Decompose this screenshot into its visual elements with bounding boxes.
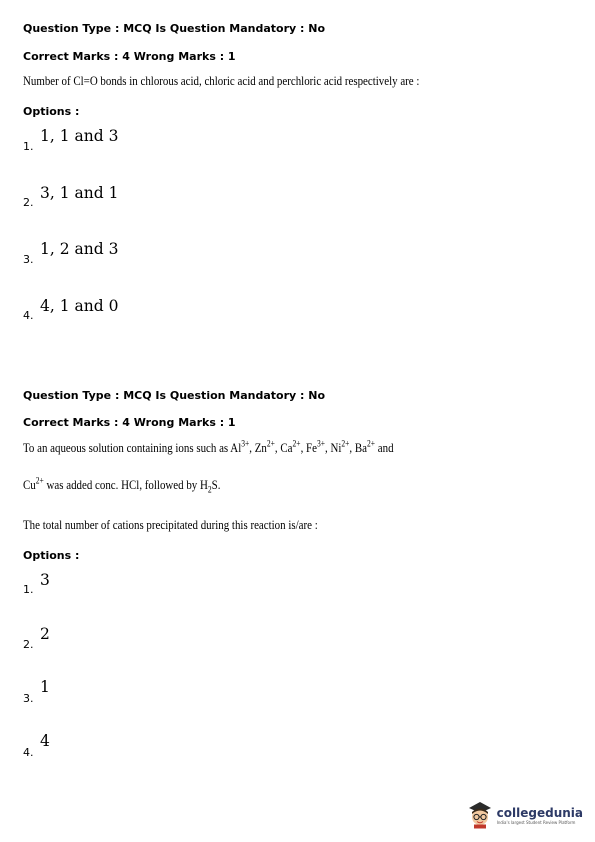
- q2-option-1-text[interactable]: 3: [40, 571, 50, 589]
- q2-ion-cu: $Cu^{2+}$: [23, 475, 44, 492]
- q1-question-text: Number of Cl=O bonds in chlorous acid, chloric acid and perchloric acid respectively are :: [23, 73, 420, 88]
- q2-line1-intro: To an aqueous solution containing ions such as: [23, 440, 231, 455]
- q1-option-4-text[interactable]: 4, 1 and 0: [40, 297, 119, 315]
- q2-ion-ni: $Ni^{2+}$: [330, 438, 350, 455]
- q1-option-1-text[interactable]: 1, 1 and 3: [40, 127, 119, 145]
- q2-option-3-text[interactable]: 1: [40, 678, 50, 696]
- q2-option-1-number: 1.: [23, 583, 34, 596]
- q2-ion-zn: $Zn^{2+}$: [254, 438, 275, 455]
- q1-option-1-number: 1.: [23, 140, 34, 153]
- q2-option-2-number: 2.: [23, 638, 34, 651]
- q1-meta-marks: Correct Marks : 4 Wrong Marks : 1: [23, 50, 236, 63]
- q1-option-2-number: 2.: [23, 196, 34, 209]
- q2-option-3-number: 3.: [23, 692, 34, 705]
- q1-option-4-number: 4.: [23, 309, 34, 322]
- q1-option-3-number: 3.: [23, 253, 34, 266]
- q2-meta-type: Question Type : MCQ Is Question Mandatory : No: [23, 389, 326, 402]
- logo-tagline: India's largest Student Review Platform: [496, 820, 576, 825]
- q2-question-line-1: To an aqueous solution containing ions such as $Al^{3+}$, $Zn^{2+}$, $Ca^{2+}$, $Fe^{3+}$, $Ni^{2+}$, $Ba^{2+}$ and: [23, 438, 394, 455]
- q2-question-line-2: $Cu^{2+}$ was added conc. HCl, followed by $H_2S$.: [23, 475, 221, 495]
- logo-brand-name: collegedunia: [496, 806, 583, 820]
- q2-ion-fe: $Fe^{3+}$: [306, 438, 325, 455]
- q2-ion-ba: $Ba^{2+}$: [354, 438, 376, 455]
- q2-option-4-number: 4.: [23, 746, 34, 759]
- collegedunia-logo: [465, 799, 583, 834]
- q2-option-4-text[interactable]: 4: [40, 732, 50, 750]
- q2-options-label: Options :: [23, 549, 80, 562]
- student-mascot-icon: [465, 799, 495, 834]
- q2-option-2-text[interactable]: 2: [40, 625, 50, 643]
- q2-question-text-2: The total number of cations precipitated during this reaction is/are :: [23, 517, 318, 532]
- q1-option-3-text[interactable]: 1, 2 and 3: [40, 240, 119, 258]
- q1-options-label: Options :: [23, 105, 80, 118]
- q1-meta-type: Question Type : MCQ Is Question Mandatory : No: [23, 22, 326, 35]
- q1-option-2-text[interactable]: 3, 1 and 1: [40, 184, 119, 202]
- q2-ion-ca: $Ca^{2+}$: [280, 438, 301, 455]
- q2-meta-marks: Correct Marks : 4 Wrong Marks : 1: [23, 416, 236, 429]
- q2-ion-al: $Al^{3+}$: [230, 438, 250, 455]
